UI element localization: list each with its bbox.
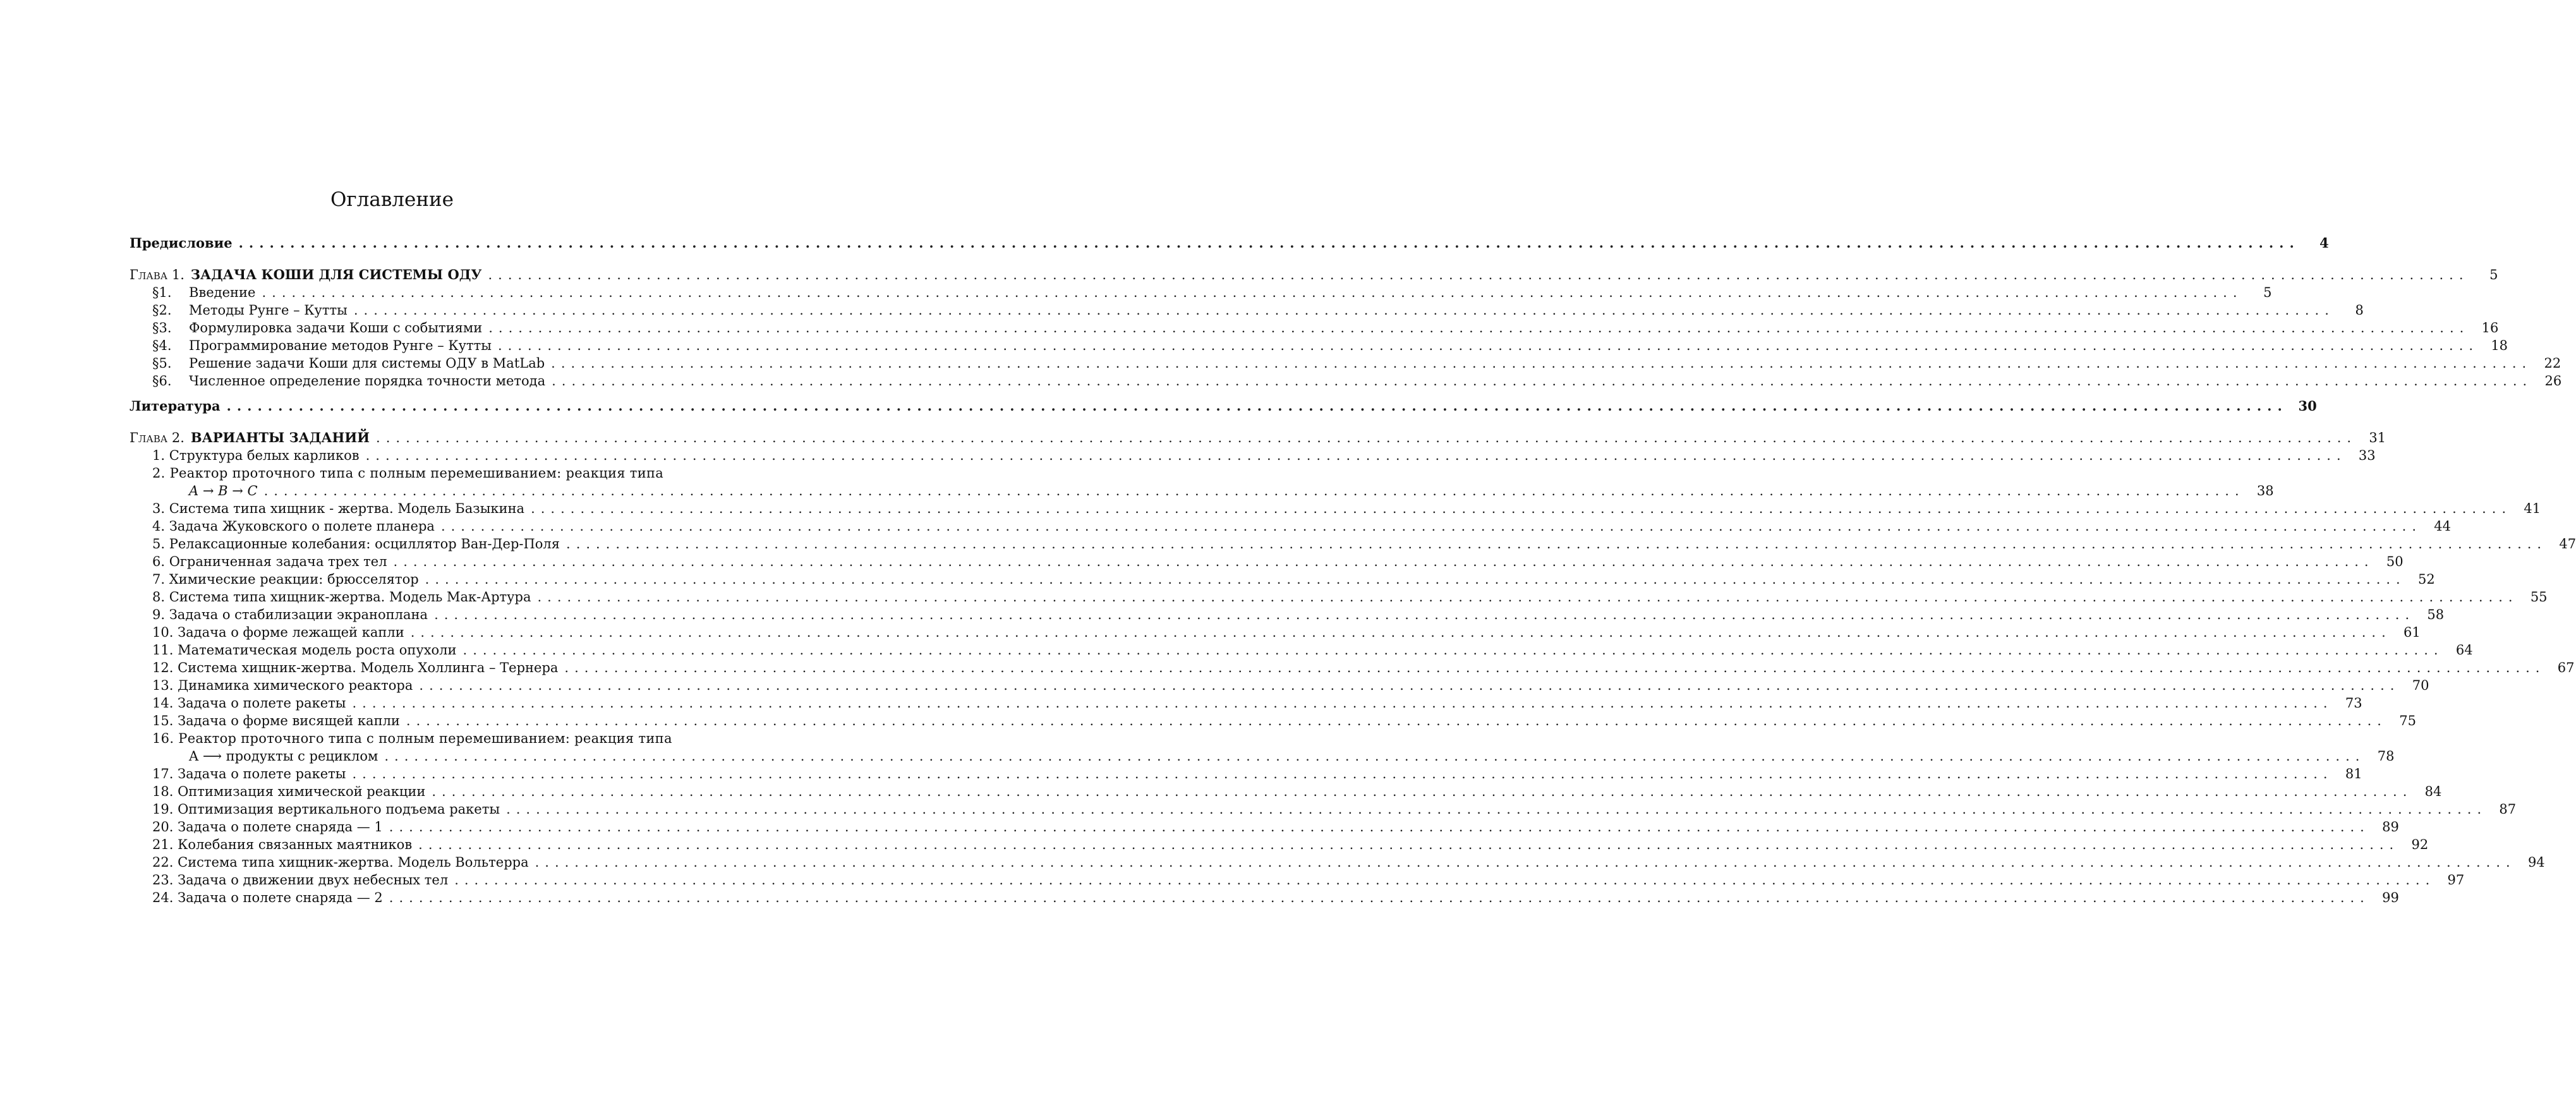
dot-leader: ........................................................................................................................................................................................................ (406, 713, 2387, 728)
page-number: 5 (2489, 267, 2498, 282)
toc-entry[interactable] (152, 817, 2399, 836)
page-number: 16 (2481, 320, 2499, 335)
toc-entry[interactable] (152, 499, 2541, 518)
dot-leader: ........................................................................................................................................................................................................ (384, 749, 2366, 764)
dot-leader: ........................................................................................................................................................................................................ (463, 642, 2444, 658)
dot-leader: ........................................................................................................................................................................................................ (434, 607, 2416, 622)
page-number: 75 (2399, 713, 2416, 728)
toc-entry[interactable] (130, 234, 2329, 253)
page-number: 22 (2544, 356, 2561, 371)
page-number: 97 (2447, 872, 2465, 888)
page-number: 18 (2491, 338, 2508, 353)
page-number: 44 (2434, 519, 2451, 534)
page-number: 41 (2524, 501, 2541, 516)
section-title: Численное определение порядка точности метода (189, 373, 546, 388)
toc-entry-label: 16. Реактор проточного типа с полным перемешиванием: реакция типа (152, 731, 672, 746)
toc-entry[interactable] (152, 782, 2442, 801)
toc-entry-label: 24. Задача о полете снаряда — 2 (152, 890, 383, 905)
toc-entry[interactable] (152, 354, 2561, 373)
dot-leader: ........................................................................................................................................................................................................ (454, 872, 2436, 888)
toc-entry[interactable] (152, 605, 2445, 624)
toc-entry[interactable] (152, 446, 2376, 465)
toc-entry-label: 7. Химические реакции: брюсселятор (152, 572, 419, 587)
toc-entry-label: 2. Реактор проточного типа с полным перемешиванием: реакция типа (152, 466, 664, 481)
dot-leader: ........................................................................................................................................................................................................ (410, 625, 2392, 640)
dot-leader: ........................................................................................................................................................................................................ (389, 890, 2370, 905)
dot-leader: ........................................................................................................................................................................................................ (353, 303, 2335, 318)
toc-entry-label: 9. Задача о стабилизации экраноплана (152, 607, 428, 622)
dot-leader: ........................................................................................................................................................................................................ (497, 338, 2479, 353)
section-number: §1. (152, 285, 172, 300)
page-number: 94 (2527, 855, 2545, 870)
toc-entry-label: 4. Задача Жуковского о полете планера (152, 519, 435, 534)
page-number: 52 (2418, 572, 2435, 587)
toc-entry-label: Предисловие (130, 235, 233, 251)
section-number: §2. (152, 303, 172, 318)
dot-leader: ........................................................................................................................................................................................................ (537, 589, 2519, 605)
page-title: Оглавление (330, 188, 454, 211)
dot-leader: ........................................................................................................................................................................................................ (352, 766, 2333, 781)
dot-leader: ........................................................................................................................................................................................................ (432, 784, 2413, 799)
page-number: 47 (2559, 536, 2576, 551)
page-number: 89 (2382, 819, 2399, 834)
dot-leader: ........................................................................................................................................................................................................ (552, 373, 2533, 388)
toc-entry[interactable] (189, 481, 2274, 500)
toc-entry[interactable] (152, 283, 2272, 302)
section-number: §4. (152, 338, 172, 353)
toc-entry[interactable] (152, 336, 2508, 355)
section-title: Введение (189, 285, 256, 300)
toc-entry[interactable] (152, 517, 2451, 536)
page-number: 92 (2411, 837, 2429, 852)
toc-entry[interactable] (130, 428, 2386, 447)
toc-entry-label: 8. Система типа хищник-жертва. Модель Мак-Артура (152, 589, 531, 605)
dot-leader: ........................................................................................................................................................................................................ (566, 536, 2548, 551)
page-number: 58 (2427, 607, 2445, 622)
toc-entry-label: 21. Колебания связанных маятников (152, 837, 413, 852)
page-number: 55 (2530, 589, 2548, 605)
toc-entry[interactable] (152, 676, 2429, 695)
section-title: Программирование методов Рунге – Кутты (189, 338, 492, 353)
toc-entry-label (152, 371, 545, 390)
chapter-title: ВАРИАНТЫ ЗАДАНИЙ (190, 430, 370, 445)
toc-entry-label: 1. Структура белых карликов (152, 448, 360, 463)
toc-entry[interactable] (130, 265, 2498, 284)
toc-entry-label: 13. Динамика химического реактора (152, 678, 413, 693)
page-number: 50 (2386, 554, 2404, 569)
toc-entry-label: 11. Математическая модель роста опухоли (152, 642, 457, 658)
page-number: 38 (2256, 483, 2274, 498)
toc-entry[interactable] (152, 464, 701, 483)
toc-entry[interactable] (152, 870, 2465, 889)
page-number: 81 (2345, 766, 2362, 781)
toc-entry-label (130, 265, 481, 284)
toc-entry-label: 3. Система типа хищник - жертва. Модель Базыкина (152, 501, 525, 516)
toc-entry[interactable] (152, 658, 2575, 677)
dot-leader: ........................................................................................................................................................................................................ (263, 483, 2245, 498)
page-number: 61 (2404, 625, 2421, 640)
page-number: 30 (2298, 398, 2317, 414)
section-title: Методы Рунге – Кутты (189, 303, 348, 318)
toc-entry[interactable] (152, 552, 2404, 571)
toc-entry-label: 18. Оптимизация химической реакции (152, 784, 426, 799)
section-title: Решение задачи Коши для системы ОДУ в MatLab (189, 356, 545, 371)
toc-entry[interactable] (152, 623, 2421, 642)
dot-leader: ........................................................................................................................................................................................................ (551, 356, 2532, 371)
dot-leader: ........................................................................................................................................................................................................ (226, 398, 2288, 414)
page-number: 78 (2377, 749, 2395, 764)
page-number: 4 (2319, 235, 2329, 251)
dot-leader: ........................................................................................................................................................................................................ (238, 235, 2300, 251)
toc-entry[interactable] (152, 764, 2362, 783)
page-number: 73 (2345, 696, 2362, 711)
toc-entry-label (152, 301, 348, 320)
chapter-title: ЗАДАЧА КОШИ ДЛЯ СИСТЕМЫ ОДУ (190, 267, 482, 282)
dot-leader: ........................................................................................................................................................................................................ (418, 837, 2400, 852)
chapter-prefix: Глава 1. (130, 267, 184, 282)
section-number: §5. (152, 356, 172, 371)
toc-entry[interactable] (152, 570, 2435, 589)
toc-entry[interactable] (152, 800, 2517, 819)
dot-leader: ........................................................................................................................................................................................................ (393, 554, 2374, 569)
toc-entry-label: 5. Релаксационные колебания: осциллятор Ван-Дер-Поля (152, 536, 560, 551)
dot-leader: ........................................................................................................................................................................................................ (425, 572, 2406, 587)
chapter-prefix: Глава 2. (130, 430, 184, 445)
page-number: 99 (2382, 890, 2399, 905)
dot-leader: ........................................................................................................................................................................................................ (419, 678, 2400, 693)
toc-entry-label: 17. Задача о полете ракеты (152, 766, 346, 781)
section-title: Формулировка задачи Коши с событиями (189, 320, 483, 335)
page-number: 87 (2499, 802, 2517, 817)
toc-entry[interactable] (152, 641, 2473, 659)
toc-entry-label (130, 428, 370, 447)
dot-leader: ........................................................................................................................................................................................................ (488, 320, 2470, 335)
page-number: 8 (2355, 303, 2364, 318)
toc-entry[interactable] (152, 587, 2548, 606)
dot-leader: ........................................................................................................................................................................................................ (365, 448, 2347, 463)
toc-entry-label: 20. Задача о полете снаряда — 1 (152, 819, 383, 834)
dot-leader: ........................................................................................................................................................................................................ (440, 519, 2422, 534)
toc-entry[interactable] (152, 711, 2416, 730)
toc-entry-label: Литература (130, 398, 221, 414)
toc-entry[interactable] (189, 747, 2395, 766)
dot-leader: ........................................................................................................................................................................................................ (389, 819, 2370, 834)
page-number: 33 (2358, 448, 2376, 463)
toc-entry-label: 22. Система типа хищник-жертва. Модель Вольтерра (152, 855, 529, 870)
toc-entry[interactable] (152, 371, 2562, 390)
toc-entry[interactable] (152, 835, 2429, 854)
toc-entry-label: 23. Задача о движении двух небесных тел (152, 872, 449, 888)
toc-entry-label: 19. Оптимизация вертикального подъема ракеты (152, 802, 500, 817)
toc-entry-label (152, 318, 482, 337)
toc-entry-label (152, 283, 255, 302)
dot-leader: ........................................................................................................................................................................................................ (535, 855, 2516, 870)
toc-entry-label: 6. Ограниченная задача трех тел (152, 554, 387, 569)
dot-leader: ........................................................................................................................................................................................................ (376, 430, 2357, 445)
dot-leader: ........................................................................................................................................................................................................ (488, 267, 2469, 282)
page-number: 5 (2263, 285, 2272, 300)
toc-entry-label: 14. Задача о полете ракеты (152, 696, 346, 711)
toc-entry[interactable] (152, 301, 2364, 320)
dot-leader: ........................................................................................................................................................................................................ (564, 660, 2546, 675)
toc-entry[interactable] (152, 534, 2576, 553)
toc-entry[interactable] (152, 853, 2545, 872)
section-number: §6. (152, 373, 172, 388)
dot-leader: ........................................................................................................................................................................................................ (262, 285, 2243, 300)
dot-leader: ........................................................................................................................................................................................................ (506, 802, 2488, 817)
toc-entry-label (152, 336, 492, 355)
page-number: 26 (2544, 373, 2562, 388)
toc-entry[interactable] (152, 888, 2399, 907)
page-number: 67 (2557, 660, 2575, 675)
toc-entry[interactable] (152, 318, 2499, 337)
toc-entry-label: 12. Система хищник-жертва. Модель Холлинга – Тернера (152, 660, 559, 675)
toc-entry[interactable] (152, 729, 701, 748)
toc-entry-label: A ⟶ продукты с рециклом (189, 749, 378, 764)
toc-entry-label (152, 354, 545, 373)
page-number: 64 (2455, 642, 2473, 658)
page-number: 70 (2412, 678, 2429, 693)
toc-entry[interactable] (152, 694, 2362, 713)
dot-leader: ........................................................................................................................................................................................................ (531, 501, 2512, 516)
toc-entry-label: 10. Задача о форме лежащей капли (152, 625, 404, 640)
toc-entry-label: 15. Задача о форме висящей капли (152, 713, 400, 728)
toc-entry[interactable] (130, 397, 2317, 416)
toc-entry-label: A → B → C (189, 483, 258, 498)
page-number: 31 (2369, 430, 2386, 445)
section-number: §3. (152, 320, 172, 335)
page-number: 84 (2424, 784, 2442, 799)
dot-leader: ........................................................................................................................................................................................................ (352, 696, 2333, 711)
